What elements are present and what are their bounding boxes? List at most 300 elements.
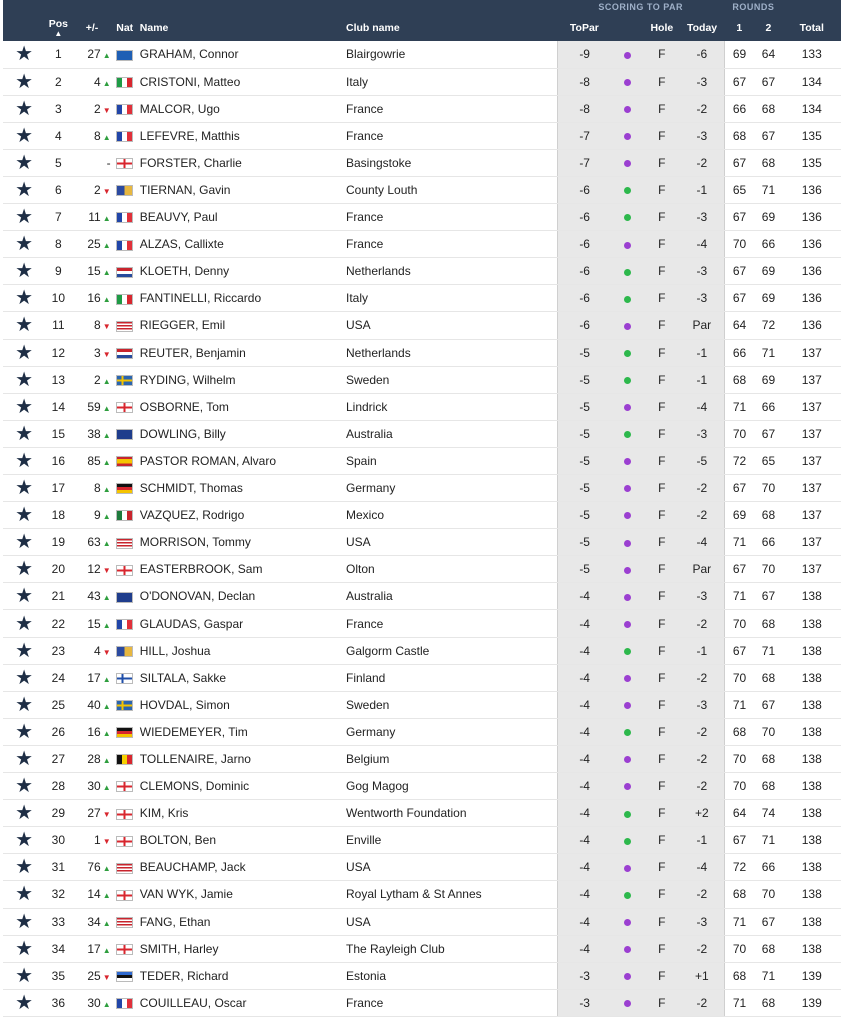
favorite-star-icon[interactable]: ★ [15,422,34,445]
player-name[interactable]: RYDING, Wilhelm [137,366,344,393]
nationality-cell [113,475,137,502]
round2-cell: 66 [754,393,782,420]
topar-cell: -6 [557,231,611,258]
table-row[interactable] [3,773,841,800]
table-row[interactable] [3,854,841,881]
topar-cell: -8 [557,95,611,122]
nationality-cell [113,176,137,203]
table-row[interactable] [3,881,841,908]
table-row[interactable] [3,95,841,122]
header-spacer [344,0,557,14]
club-name: Sweden [344,691,557,718]
player-name[interactable]: CLEMONS, Dominic [137,773,344,800]
favorite-star-icon[interactable]: ★ [15,856,34,879]
position-cell: 19 [45,529,71,556]
nationality-cell [113,962,137,989]
status-dot-cell [612,881,644,908]
table-row[interactable] [3,285,841,312]
total-cell: 137 [783,366,841,393]
round1-cell: 67 [724,556,754,583]
table-row[interactable] [3,962,841,989]
table-row[interactable] [3,41,841,68]
status-dot-icon [624,458,631,465]
table-row[interactable] [3,664,841,691]
status-dot-icon [624,811,631,818]
table-row[interactable] [3,475,841,502]
favorite-star-icon[interactable]: ★ [15,612,34,635]
round1-cell: 68 [724,881,754,908]
player-name[interactable]: WIEDEMEYER, Tim [137,718,344,745]
favorite-star-icon[interactable]: ★ [15,829,34,852]
italy-flag-icon [116,77,133,88]
player-name[interactable]: SCHMIDT, Thomas [137,475,344,502]
nationality-cell [113,285,137,312]
leaderboard-table [3,0,841,1017]
club-name: USA [344,854,557,881]
player-name[interactable]: COUILLEAU, Oscar [137,989,344,1016]
position-cell: 24 [45,664,71,691]
today-cell: -4 [680,393,724,420]
position-up-icon: ▲ [102,674,111,684]
status-dot-cell [612,122,644,149]
round2-cell: 64 [754,41,782,68]
nationality-cell [113,420,137,447]
hole-cell: F [644,989,680,1016]
table-row[interactable] [3,231,841,258]
position-cell: 35 [45,962,71,989]
nationality-cell [113,854,137,881]
favorite-star-icon[interactable]: ★ [15,477,34,500]
status-dot-icon [624,919,631,926]
today-cell: -3 [680,258,724,285]
favorite-cell [3,204,45,231]
round1-cell: 67 [724,475,754,502]
player-name[interactable]: CRISTONI, Matteo [137,68,344,95]
today-cell: -2 [680,95,724,122]
netherlands-flag-icon [116,267,133,278]
player-name[interactable]: TIERNAN, Gavin [137,176,344,203]
player-name[interactable]: VAZQUEZ, Rodrigo [137,502,344,529]
favorite-star-icon[interactable]: ★ [15,802,34,825]
favorite-cell [3,420,45,447]
club-column-header[interactable]: Club name [344,14,557,41]
favorite-star-icon[interactable]: ★ [15,747,34,770]
movement-value: 8 [94,318,101,333]
favorite-star-icon[interactable]: ★ [15,97,34,120]
sort-ascending-icon: ▲ [54,28,63,38]
france-flag-icon [116,998,133,1009]
nationality-cell [113,718,137,745]
table-row[interactable] [3,502,841,529]
status-dot-icon [624,79,631,86]
player-name[interactable]: VAN WYK, Jamie [137,881,344,908]
hole-cell: F [644,41,680,68]
player-name[interactable]: HILL, Joshua [137,637,344,664]
topar-cell: -8 [557,68,611,95]
topar-cell: -5 [557,529,611,556]
hole-cell: F [644,204,680,231]
favorite-star-icon[interactable]: ★ [15,70,34,93]
player-name[interactable]: BOLTON, Ben [137,827,344,854]
movement-value: 76 [87,860,101,875]
favorite-star-icon[interactable]: ★ [15,639,34,662]
player-name[interactable]: GRAHAM, Connor [137,41,344,68]
hole-cell: F [644,664,680,691]
club-name: Sweden [344,366,557,393]
status-dot-cell [612,502,644,529]
player-name[interactable]: O'DONOVAN, Declan [137,583,344,610]
table-row[interactable] [3,827,841,854]
round1-cell: 67 [724,258,754,285]
round2-cell: 72 [754,312,782,339]
table-row[interactable] [3,312,841,339]
club-name: Blairgowrie [344,41,557,68]
favorite-cell [3,827,45,854]
topar-cell: -3 [557,962,611,989]
player-name[interactable]: KLOETH, Denny [137,258,344,285]
favorite-star-icon[interactable]: ★ [15,558,34,581]
favorite-star-icon[interactable]: ★ [15,937,34,960]
movement-cell [71,800,112,827]
club-name: Royal Lytham & St Annes [344,881,557,908]
table-row[interactable] [3,122,841,149]
favorite-star-icon[interactable]: ★ [15,449,34,472]
round2-cell: 66 [754,529,782,556]
estonia-flag-icon [116,971,133,982]
nationality-cell [113,231,137,258]
player-name[interactable]: BEAUVY, Paul [137,204,344,231]
total-cell: 136 [783,204,841,231]
hole-cell: F [644,529,680,556]
player-name[interactable]: SMITH, Harley [137,935,344,962]
favorite-star-icon[interactable]: ★ [15,287,34,310]
status-dot-cell [612,691,644,718]
favorite-cell [3,908,45,935]
topar-column-header[interactable]: ToPar [557,14,611,41]
favorite-star-icon[interactable]: ★ [15,233,34,256]
table-row[interactable] [3,393,841,420]
player-name[interactable]: MALCOR, Ugo [137,95,344,122]
favorite-star-icon[interactable]: ★ [15,124,34,147]
nationality-cell [113,827,137,854]
player-name[interactable]: EASTERBROOK, Sam [137,556,344,583]
nationality-cell [113,989,137,1016]
topar-cell: -5 [557,447,611,474]
player-name[interactable]: DOWLING, Billy [137,420,344,447]
nationality-cell [113,529,137,556]
movement-cell [71,447,112,474]
position-cell: 7 [45,204,71,231]
france-flag-icon [116,212,133,223]
round1-cell: 64 [724,312,754,339]
movement-value: 2 [94,372,101,387]
player-name[interactable]: GLAUDAS, Gaspar [137,610,344,637]
topar-cell: -6 [557,285,611,312]
england-flag-icon [116,890,133,901]
header-spacer [3,0,45,14]
favorite-star-icon[interactable]: ★ [15,151,34,174]
today-column-header[interactable]: Today [680,14,724,41]
topar-cell: -4 [557,637,611,664]
player-name[interactable]: ALZAS, Callixte [137,231,344,258]
nationality-cell [113,935,137,962]
favorite-cell [3,691,45,718]
nationality-cell [113,447,137,474]
favorite-star-icon[interactable]: ★ [15,585,34,608]
round1-cell: 66 [724,339,754,366]
position-cell: 8 [45,231,71,258]
player-name[interactable]: RIEGGER, Emil [137,312,344,339]
today-cell: -2 [680,149,724,176]
movement-cell [71,881,112,908]
topar-cell: -5 [557,366,611,393]
total-cell: 137 [783,475,841,502]
player-name[interactable]: FANG, Ethan [137,908,344,935]
favorite-cell [3,664,45,691]
topar-cell: -7 [557,122,611,149]
club-name: Enville [344,827,557,854]
hole-cell: F [644,691,680,718]
table-row[interactable] [3,718,841,745]
position-up-icon: ▲ [102,132,111,142]
movement-value: 34 [87,914,101,929]
movement-value: 40 [87,697,101,712]
table-row[interactable] [3,691,841,718]
germany-flag-icon [116,727,133,738]
favorite-star-icon[interactable]: ★ [15,395,34,418]
hole-column-header[interactable]: Hole [644,14,680,41]
position-cell: 27 [45,745,71,772]
england-flag-icon [116,809,133,820]
movement-value: 9 [94,508,101,523]
hole-cell: F [644,176,680,203]
nationality-cell [113,908,137,935]
table-row[interactable] [3,204,841,231]
scotland-flag-icon [116,50,133,61]
position-down-icon: ▼ [102,647,111,657]
favorite-star-icon[interactable]: ★ [15,693,34,716]
player-name[interactable]: FORSTER, Charlie [137,149,344,176]
hole-cell: F [644,800,680,827]
favorite-star-icon[interactable]: ★ [15,991,34,1014]
table-row[interactable] [3,258,841,285]
pos-column-header[interactable] [45,14,71,41]
table-row[interactable] [3,68,841,95]
movement-cell [71,475,112,502]
total-cell: 137 [783,556,841,583]
position-cell: 26 [45,718,71,745]
round1-cell: 70 [724,773,754,800]
club-name: USA [344,529,557,556]
total-cell: 137 [783,502,841,529]
topar-cell: -9 [557,41,611,68]
table-row[interactable] [3,447,841,474]
club-name: Italy [344,285,557,312]
player-name[interactable]: KIM, Kris [137,800,344,827]
nat-column-header[interactable]: Nat [113,14,137,41]
favorite-star-icon[interactable]: ★ [15,368,34,391]
movement-value: 38 [87,426,101,441]
favorite-star-icon[interactable]: ★ [15,314,34,337]
favorite-star-icon[interactable]: ★ [15,260,34,283]
favorite-star-icon[interactable]: ★ [15,43,34,66]
status-dot-cell [612,664,644,691]
position-up-icon: ▲ [102,51,111,61]
player-name[interactable]: BEAUCHAMP, Jack [137,854,344,881]
table-row[interactable] [3,610,841,637]
player-name[interactable]: REUTER, Benjamin [137,339,344,366]
table-row[interactable] [3,420,841,447]
favorite-star-icon[interactable]: ★ [15,883,34,906]
status-dot-icon [624,52,631,59]
round1-cell: 64 [724,800,754,827]
topar-cell: -6 [557,312,611,339]
hole-cell: F [644,773,680,800]
favorite-star-icon[interactable]: ★ [15,504,34,527]
position-cell: 17 [45,475,71,502]
total-cell: 133 [783,41,841,68]
table-row[interactable] [3,800,841,827]
position-up-icon: ▲ [102,593,111,603]
player-name[interactable]: TEDER, Richard [137,962,344,989]
round2-cell: 68 [754,95,782,122]
player-name[interactable]: LEFEVRE, Matthis [137,122,344,149]
today-cell: -2 [680,610,724,637]
mexico-flag-icon [116,510,133,521]
favorite-cell [3,745,45,772]
topar-cell: -7 [557,149,611,176]
table-row[interactable] [3,366,841,393]
position-cell: 10 [45,285,71,312]
movement-cell [71,95,112,122]
movement-value: 63 [87,535,101,550]
position-up-icon: ▲ [102,891,111,901]
round1-column-header[interactable]: 1 [724,14,754,41]
status-dot-cell [612,827,644,854]
status-dot-icon [624,865,631,872]
nationality-cell [113,393,137,420]
table-row[interactable] [3,908,841,935]
favorite-cell [3,475,45,502]
topar-cell: -3 [557,989,611,1016]
round2-column-header[interactable]: 2 [754,14,782,41]
status-dot-cell [612,718,644,745]
sweden-flag-icon [116,700,133,711]
favorite-cell [3,583,45,610]
status-dot-icon [624,783,631,790]
round1-cell: 69 [724,502,754,529]
player-name[interactable]: HOVDAL, Simon [137,691,344,718]
position-down-icon: ▼ [102,187,111,197]
club-name: Australia [344,583,557,610]
status-dot-cell [612,41,644,68]
favorite-star-icon[interactable]: ★ [15,206,34,229]
position-up-icon: ▲ [102,485,111,495]
nationality-cell [113,339,137,366]
movement-cell [71,583,112,610]
total-column-header[interactable]: Total [783,14,841,41]
today-cell: -2 [680,718,724,745]
position-cell: 29 [45,800,71,827]
club-name: Basingstoke [344,149,557,176]
table-row[interactable] [3,583,841,610]
today-cell: -3 [680,285,724,312]
table-row[interactable] [3,637,841,664]
favorite-star-icon[interactable]: ★ [15,531,34,554]
player-name[interactable]: FANTINELLI, Riccardo [137,285,344,312]
total-cell: 136 [783,312,841,339]
table-row[interactable] [3,989,841,1016]
nationality-cell [113,745,137,772]
status-dot-cell [612,393,644,420]
england-flag-icon [116,402,133,413]
favorite-star-icon[interactable]: ★ [15,775,34,798]
position-up-icon: ▲ [102,999,111,1009]
favorite-star-icon[interactable]: ★ [15,910,34,933]
name-column-header[interactable]: Name [137,14,344,41]
favorite-star-icon[interactable]: ★ [15,666,34,689]
round1-cell: 65 [724,176,754,203]
hole-cell: F [644,854,680,881]
table-row[interactable] [3,149,841,176]
movement-value: 17 [87,941,101,956]
table-row[interactable] [3,339,841,366]
club-name: France [344,95,557,122]
today-cell: -4 [680,231,724,258]
position-up-icon: ▲ [102,295,111,305]
table-row[interactable] [3,176,841,203]
table-row[interactable] [3,556,841,583]
favorite-cell [3,881,45,908]
club-name: Germany [344,718,557,745]
round2-cell: 69 [754,285,782,312]
table-row[interactable] [3,745,841,772]
favorite-star-icon[interactable]: ★ [15,964,34,987]
status-dot-icon [624,106,631,113]
movement-value: 15 [87,616,101,631]
round2-cell: 67 [754,691,782,718]
hole-cell: F [644,935,680,962]
movement-cell [71,68,112,95]
status-dot-cell [612,420,644,447]
round2-cell: 68 [754,610,782,637]
player-name[interactable]: SILTALA, Sakke [137,664,344,691]
move-column-header[interactable]: +/- [71,14,112,41]
status-dot-icon [624,512,631,519]
round2-cell: 66 [754,854,782,881]
hole-cell: F [644,827,680,854]
status-dot-icon [624,892,631,899]
favorite-star-icon[interactable]: ★ [15,341,34,364]
player-name[interactable]: OSBORNE, Tom [137,393,344,420]
favorite-star-icon[interactable]: ★ [15,179,34,202]
player-name[interactable]: PASTOR ROMAN, Alvaro [137,447,344,474]
table-row[interactable] [3,529,841,556]
status-dot-cell [612,908,644,935]
player-name[interactable]: MORRISON, Tommy [137,529,344,556]
england-flag-icon [116,158,133,169]
player-name[interactable]: TOLLENAIRE, Jarno [137,745,344,772]
round1-cell: 67 [724,637,754,664]
status-dot-cell [612,447,644,474]
favorite-star-icon[interactable]: ★ [15,720,34,743]
nationality-cell [113,312,137,339]
hole-cell: F [644,312,680,339]
table-row[interactable] [3,935,841,962]
today-cell: -4 [680,529,724,556]
position-up-icon: ▲ [102,620,111,630]
total-cell: 134 [783,95,841,122]
